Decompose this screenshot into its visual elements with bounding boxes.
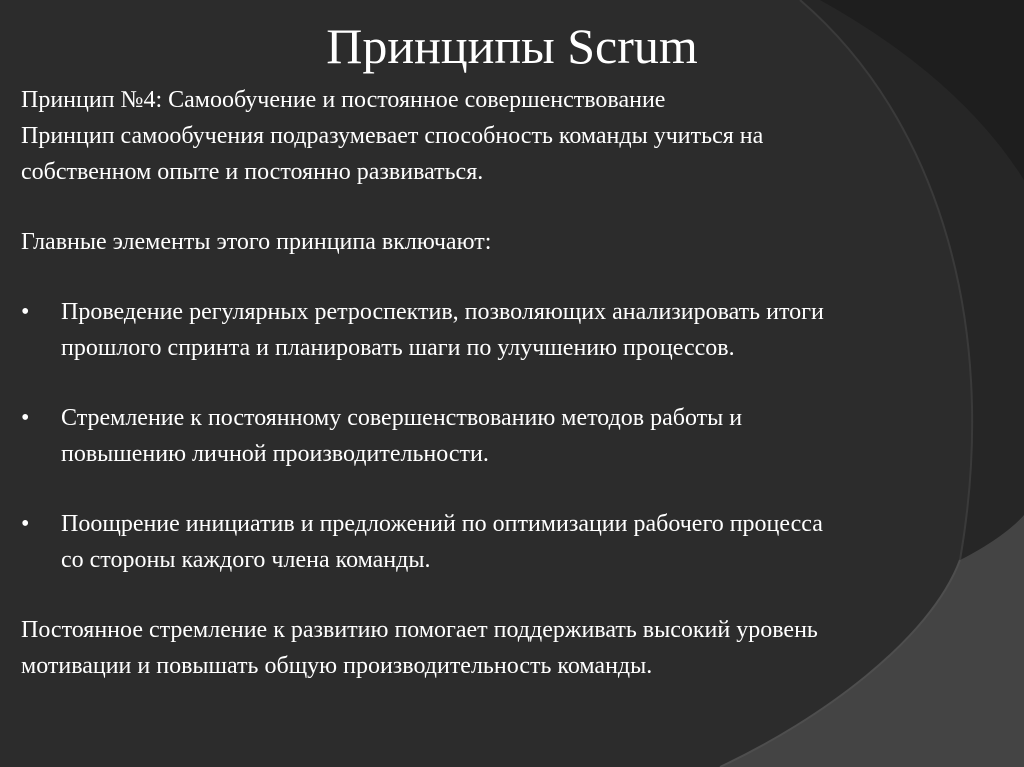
bullet-line: прошлого спринта и планировать шаги по улучшению процессов.: [61, 335, 735, 361]
bullet-line: Проведение регулярных ретроспектив, позволяющих анализировать итоги: [61, 299, 824, 325]
principle-heading: Принцип №4: Самообучение и постоянное совершенствование: [21, 87, 666, 113]
spacer: [21, 260, 996, 294]
spacer: [21, 366, 996, 400]
spacer: [21, 472, 996, 506]
conclusion-line: мотивации и повышать общую производительность команды.: [21, 653, 653, 679]
bullet-line: Стремление к постоянному совершенствованию методов работы и: [61, 405, 743, 431]
bullet-line: Поощрение инициатив и предложений по оптимизации рабочего процесса: [61, 511, 823, 537]
intro-line: Принцип самообучения подразумевает способность команды учиться на: [21, 123, 764, 149]
intro-line: собственном опыте и постоянно развиваться.: [21, 159, 484, 185]
elements-heading: Главные элементы этого принципа включают:: [21, 229, 492, 255]
spacer: [21, 190, 996, 224]
bullet-line: со стороны каждого члена команды.: [61, 547, 431, 573]
bullet-item: [21, 294, 996, 366]
spacer: [21, 578, 996, 612]
bullet-item: [21, 506, 996, 578]
bullet-icon: •: [21, 405, 30, 431]
conclusion-line: Постоянное стремление к развитию помогает поддерживать высокий уровень: [21, 617, 818, 643]
bullet-icon: •: [21, 511, 30, 537]
bullet-line: повышению личной производительности.: [61, 441, 489, 467]
slide-title: Принципы Scrum: [326, 18, 698, 74]
bullet-icon: •: [21, 299, 30, 325]
slide-content: [21, 82, 996, 684]
bullet-item: [21, 400, 996, 472]
